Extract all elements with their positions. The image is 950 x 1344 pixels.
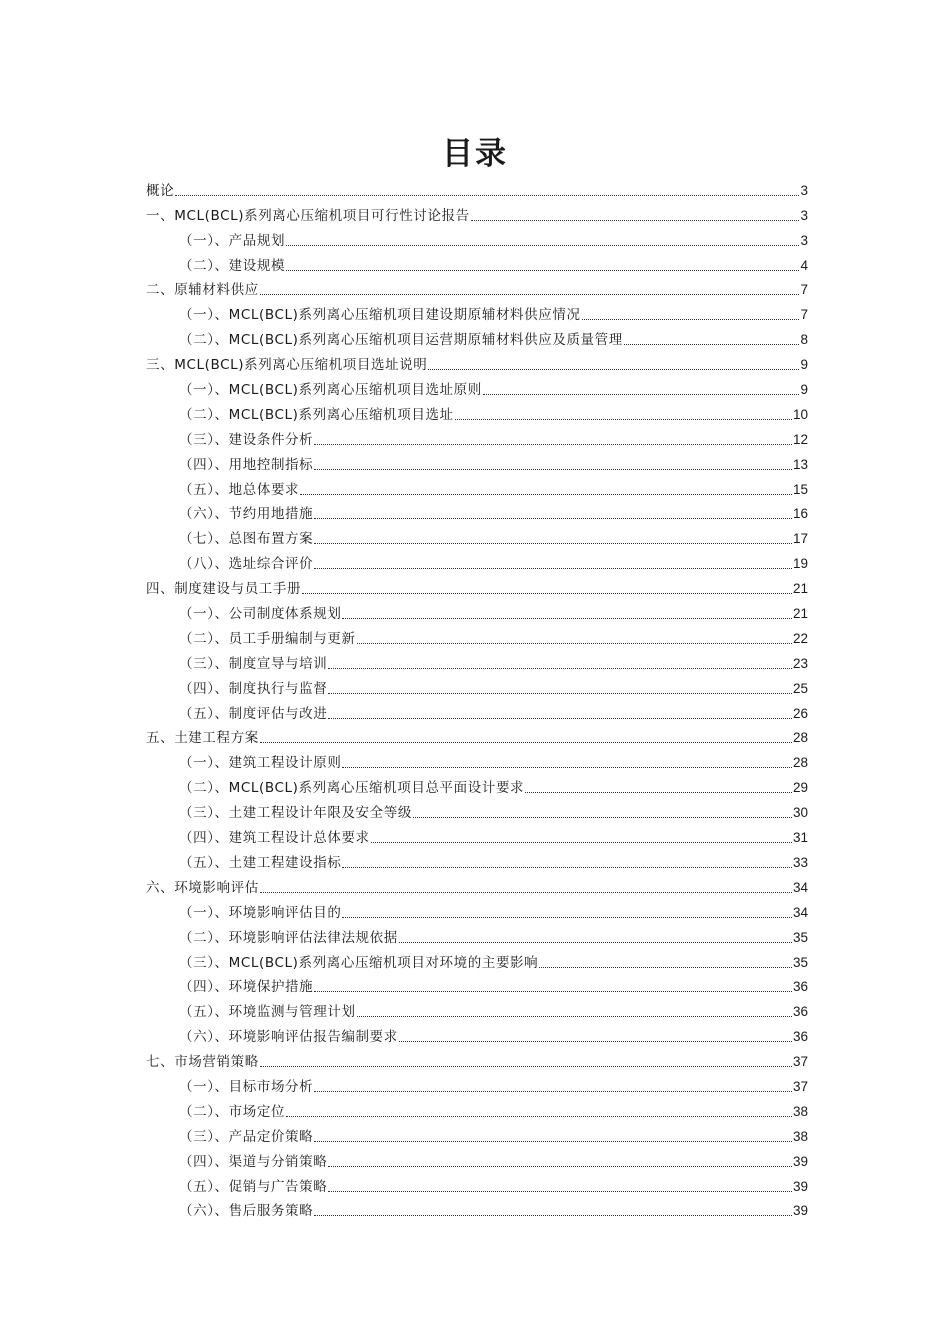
toc-entry-label: （一）、MCL(BCL)系列离心压缩机项目选址原则 — [179, 382, 482, 399]
page-title: 目录 — [442, 136, 508, 172]
toc-entry-label: 概论 — [146, 182, 175, 199]
toc-section-entry[interactable] — [146, 423, 808, 448]
toc-entry-label: （一）、MCL(BCL)系列离心压缩机项目建设期原辅材料供应情况 — [179, 307, 581, 324]
toc-page-number: 39 — [792, 1178, 808, 1194]
toc-entry-label: （一）、建筑工程设计原则 — [179, 755, 342, 772]
toc-entry-label: 七、市场营销策略 — [146, 1054, 259, 1071]
toc-section-entry[interactable] — [146, 796, 808, 821]
toc-section-entry[interactable] — [146, 846, 808, 871]
toc-page-number: 36 — [792, 1029, 808, 1045]
toc-entry-label: 四、制度建设与员工手册 — [146, 581, 302, 598]
dot-leader — [314, 1140, 792, 1142]
toc-entry-label: （一）、环境影响评估目的 — [179, 904, 342, 921]
dot-leader — [314, 990, 792, 992]
toc-entry-label: （二）、MCL(BCL)系列离心压缩机项目总平面设计要求 — [179, 780, 525, 797]
dot-leader — [455, 418, 792, 420]
toc-entry-label: （二）、MCL(BCL)系列离心压缩机项目选址 — [179, 406, 454, 423]
toc-chapter-entry[interactable] — [146, 348, 808, 373]
toc-entry-label: （八）、选址综合评价 — [179, 556, 314, 573]
toc-section-entry[interactable] — [146, 597, 808, 622]
toc-page-number: 9 — [800, 382, 808, 398]
dot-leader — [342, 916, 792, 918]
dot-leader — [413, 816, 792, 818]
toc-entry-label: （六）、环境影响评估报告编制要求 — [179, 1029, 398, 1046]
toc-section-entry[interactable] — [146, 1195, 808, 1220]
toc-section-entry[interactable] — [146, 373, 808, 398]
toc-entry-label: （二）、环境影响评估法律法规依据 — [179, 929, 398, 946]
dot-leader — [314, 542, 792, 544]
toc-page-number: 22 — [792, 630, 808, 646]
toc-entry-label: （七）、总图布置方案 — [179, 531, 314, 548]
dot-leader — [399, 941, 792, 943]
toc-entry-label: （二）、建设规模 — [179, 257, 286, 274]
toc-page-number: 12 — [792, 431, 808, 447]
toc-entry-label: 六、环境影响评估 — [146, 879, 259, 896]
toc-section-entry[interactable] — [146, 647, 808, 672]
toc-entry-label: （六）、售后服务策略 — [179, 1203, 314, 1220]
toc-page-number: 26 — [792, 705, 808, 721]
toc-entry-label: （五）、地总体要求 — [179, 481, 300, 498]
dot-leader — [260, 293, 800, 295]
dot-leader — [314, 1214, 792, 1216]
toc-entry-label: （六）、节约用地措施 — [179, 506, 314, 523]
toc-page-number: 34 — [792, 879, 808, 895]
dot-leader — [260, 1065, 792, 1067]
toc-entry-label: （四）、环境保护措施 — [179, 979, 314, 996]
toc-chapter-entry[interactable] — [146, 722, 808, 747]
toc-page-number: 31 — [792, 830, 808, 846]
dot-leader — [399, 1040, 792, 1042]
dot-leader — [471, 219, 800, 221]
toc-page-number: 17 — [792, 531, 808, 547]
toc-entry-label: （三）、制度宣导与培训 — [179, 655, 328, 672]
toc-section-entry[interactable] — [146, 1095, 808, 1120]
toc-entry-label: 二、原辅材料供应 — [146, 282, 259, 299]
toc-page-number: 3 — [800, 232, 808, 248]
toc-entry-label: （三）、产品定价策略 — [179, 1128, 314, 1145]
toc-page-number: 38 — [792, 1103, 808, 1119]
toc-entry-label: 一、MCL(BCL)系列离心压缩机项目可行性讨论报告 — [146, 207, 470, 224]
toc-entry-label: （三）、MCL(BCL)系列离心压缩机项目对环境的主要影响 — [179, 954, 539, 971]
toc-page-number: 16 — [792, 506, 808, 522]
dot-leader — [483, 393, 800, 395]
toc-page-number: 4 — [800, 257, 808, 273]
toc-section-entry[interactable] — [146, 249, 808, 274]
toc-page-number: 34 — [792, 904, 808, 920]
toc-section-entry[interactable] — [146, 921, 808, 946]
toc-page-number: 37 — [792, 1078, 808, 1094]
toc-chapter-entry[interactable] — [146, 572, 808, 597]
dot-leader — [342, 866, 792, 868]
dot-leader — [314, 517, 792, 519]
dot-leader — [328, 667, 792, 669]
toc-page-number: 10 — [792, 406, 808, 422]
toc-entry-label: （一）、目标市场分析 — [179, 1078, 314, 1095]
toc-page-number: 13 — [792, 456, 808, 472]
toc-section-entry[interactable] — [146, 971, 808, 996]
dot-leader — [286, 244, 799, 246]
toc-section-entry[interactable] — [146, 771, 808, 796]
table-of-contents — [146, 174, 808, 1219]
toc-entry-label: （五）、土建工程建设指标 — [179, 854, 342, 871]
toc-entry-label: （四）、用地控制指标 — [179, 456, 314, 473]
dot-leader — [357, 642, 792, 644]
toc-page-number: 39 — [792, 1153, 808, 1169]
toc-page-number: 8 — [800, 332, 808, 348]
toc-entry-label: （三）、建设条件分析 — [179, 431, 314, 448]
toc-section-entry[interactable] — [146, 995, 808, 1020]
toc-page-number: 21 — [792, 581, 808, 597]
toc-page-number: 19 — [792, 556, 808, 572]
toc-entry-label: 三、MCL(BCL)系列离心压缩机项目选址说明 — [146, 357, 428, 374]
dot-leader — [300, 493, 792, 495]
dot-leader — [260, 891, 792, 893]
toc-entry-label: （四）、制度执行与监督 — [179, 680, 328, 697]
toc-page-number: 28 — [792, 755, 808, 771]
toc-section-entry[interactable] — [146, 622, 808, 647]
toc-page-number: 37 — [792, 1054, 808, 1070]
dot-leader — [582, 318, 800, 320]
dot-leader — [342, 766, 792, 768]
toc-section-entry[interactable] — [146, 1020, 808, 1045]
toc-section-entry[interactable] — [146, 1120, 808, 1145]
toc-section-entry[interactable] — [146, 946, 808, 971]
toc-page-number: 9 — [800, 357, 808, 373]
toc-entry-label: （五）、制度评估与改进 — [179, 705, 328, 722]
toc-page-number: 36 — [792, 979, 808, 995]
dot-leader — [539, 966, 792, 968]
toc-page-number: 3 — [800, 207, 808, 223]
dot-leader — [175, 194, 799, 196]
toc-entry-label: （五）、促销与广告策略 — [179, 1178, 328, 1195]
dot-leader — [328, 692, 792, 694]
dot-leader — [314, 1090, 792, 1092]
toc-page-number: 23 — [792, 655, 808, 671]
toc-section-entry[interactable] — [146, 896, 808, 921]
toc-chapter-entry[interactable] — [146, 871, 808, 896]
dot-leader — [624, 343, 800, 345]
dot-leader — [314, 567, 792, 569]
toc-section-entry[interactable] — [146, 547, 808, 572]
toc-page-number: 36 — [792, 1004, 808, 1020]
dot-leader — [286, 269, 799, 271]
toc-section-entry[interactable] — [146, 522, 808, 547]
dot-leader — [328, 717, 792, 719]
toc-section-entry[interactable] — [146, 323, 808, 348]
toc-page-number: 39 — [792, 1203, 808, 1219]
toc-section-entry[interactable] — [146, 1070, 808, 1095]
dot-leader — [314, 443, 792, 445]
toc-section-entry[interactable] — [146, 821, 808, 846]
dot-leader — [371, 841, 792, 843]
toc-entry-label: （二）、MCL(BCL)系列离心压缩机项目运营期原辅材料供应及质量管理 — [179, 332, 623, 349]
dot-leader — [314, 468, 792, 470]
dot-leader — [328, 1190, 792, 1192]
toc-entry-label: 五、土建工程方案 — [146, 730, 259, 747]
toc-section-entry[interactable] — [146, 224, 808, 249]
dot-leader — [357, 1015, 792, 1017]
toc-entry-label: （四）、渠道与分销策略 — [179, 1153, 328, 1170]
toc-section-entry[interactable] — [146, 1170, 808, 1195]
toc-page-number: 25 — [792, 680, 808, 696]
toc-chapter-entry[interactable] — [146, 174, 808, 199]
dot-leader — [302, 592, 792, 594]
toc-entry-label: （四）、建筑工程设计总体要求 — [179, 830, 370, 847]
dot-leader — [260, 741, 792, 743]
toc-section-entry[interactable] — [146, 697, 808, 722]
toc-page-number: 29 — [792, 780, 808, 796]
toc-page-number: 15 — [792, 481, 808, 497]
toc-entry-label: （五）、环境监测与管理计划 — [179, 1004, 356, 1021]
toc-section-entry[interactable] — [146, 746, 808, 771]
toc-section-entry[interactable] — [146, 1145, 808, 1170]
toc-page-number: 3 — [800, 182, 808, 198]
toc-entry-label: （二）、市场定位 — [179, 1103, 286, 1120]
toc-page-number: 21 — [792, 606, 808, 622]
toc-section-entry[interactable] — [146, 498, 808, 523]
toc-entry-label: （二）、员工手册编制与更新 — [179, 630, 356, 647]
toc-chapter-entry[interactable] — [146, 199, 808, 224]
toc-page-number: 7 — [800, 282, 808, 298]
dot-leader — [286, 1115, 792, 1117]
toc-entry-label: （三）、土建工程设计年限及安全等级 — [179, 805, 412, 822]
toc-chapter-entry[interactable] — [146, 1045, 808, 1070]
toc-section-entry[interactable] — [146, 398, 808, 423]
toc-section-entry[interactable] — [146, 448, 808, 473]
toc-page-number: 38 — [792, 1128, 808, 1144]
toc-section-entry[interactable] — [146, 298, 808, 323]
toc-page-number: 35 — [792, 954, 808, 970]
dot-leader — [342, 617, 792, 619]
dot-leader — [328, 1165, 792, 1167]
dot-leader — [525, 791, 792, 793]
toc-page-number: 7 — [800, 307, 808, 323]
toc-section-entry[interactable] — [146, 672, 808, 697]
toc-page-number: 33 — [792, 854, 808, 870]
toc-entry-label: （一）、产品规划 — [179, 232, 286, 249]
toc-page-number: 35 — [792, 929, 808, 945]
dot-leader — [428, 368, 799, 370]
toc-chapter-entry[interactable] — [146, 274, 808, 299]
toc-page-number: 30 — [792, 805, 808, 821]
toc-page-number: 28 — [792, 730, 808, 746]
toc-section-entry[interactable] — [146, 473, 808, 498]
toc-entry-label: （一）、公司制度体系规划 — [179, 606, 342, 623]
